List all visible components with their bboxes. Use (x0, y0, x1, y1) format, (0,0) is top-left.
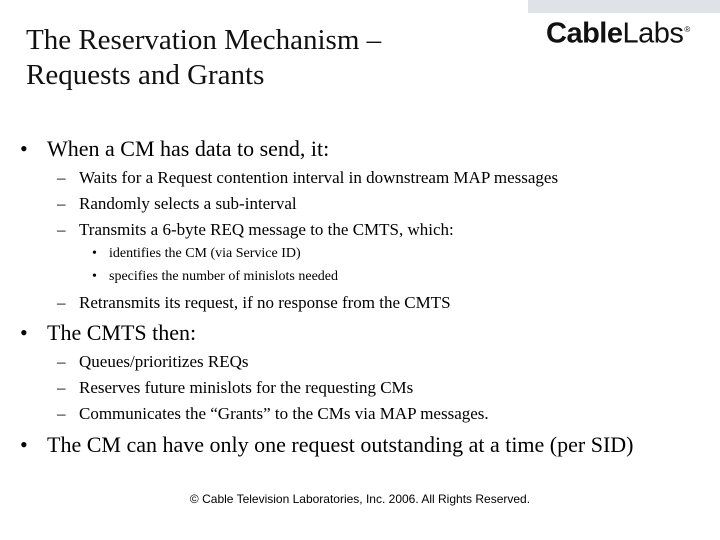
bullet-marker: • (20, 320, 28, 345)
bullet-marker: • (20, 432, 28, 457)
dash-marker: – (57, 378, 66, 397)
bullet-marker: • (20, 136, 28, 161)
dash-marker: – (57, 352, 66, 371)
dash-marker: – (57, 404, 66, 423)
sub-bullet-item: Randomly selects a sub-interval (79, 194, 297, 213)
sub-bullet-item: Queues/prioritizes REQs (79, 352, 249, 371)
dash-marker: – (57, 293, 66, 312)
sub-sub-bullet-item: identifies the CM (via Service ID) (109, 246, 301, 261)
bullet-item: The CMTS then: (47, 320, 197, 345)
copyright-footer: © Cable Television Laboratories, Inc. 2006. All Rights Reserved. (189, 492, 531, 506)
sub-bullet-item: Waits for a Request contention interval in downstream MAP messages (79, 168, 559, 187)
title-line-1: The Reservation Mechanism – (26, 24, 382, 56)
cablelabs-logo: CableLabs® (546, 17, 690, 50)
bullet-item: The CM can have only one request outstanding at a time (per SID) (47, 432, 634, 457)
dash-marker: – (57, 194, 66, 213)
sub-bullet-item: Reserves future minislots for the requesting CMs (79, 378, 414, 397)
title-line-2: Requests and Grants (26, 59, 265, 91)
bullet-marker: • (92, 246, 97, 261)
bullet-marker: • (92, 269, 97, 284)
dash-marker: – (57, 168, 66, 187)
sub-bullet-item: Transmits a 6-byte REQ message to the CMTS, which: (79, 220, 454, 239)
slide-title (26, 23, 506, 93)
sub-bullet-item: Communicates the “Grants” to the CMs via MAP messages. (79, 404, 489, 423)
bullet-item: When a CM has data to send, it: (47, 136, 330, 161)
sub-sub-bullet-item: specifies the number of minislots needed (109, 269, 338, 284)
dash-marker: – (57, 220, 66, 239)
sub-bullet-item: Retransmits its request, if no response from the CMTS (79, 293, 451, 312)
